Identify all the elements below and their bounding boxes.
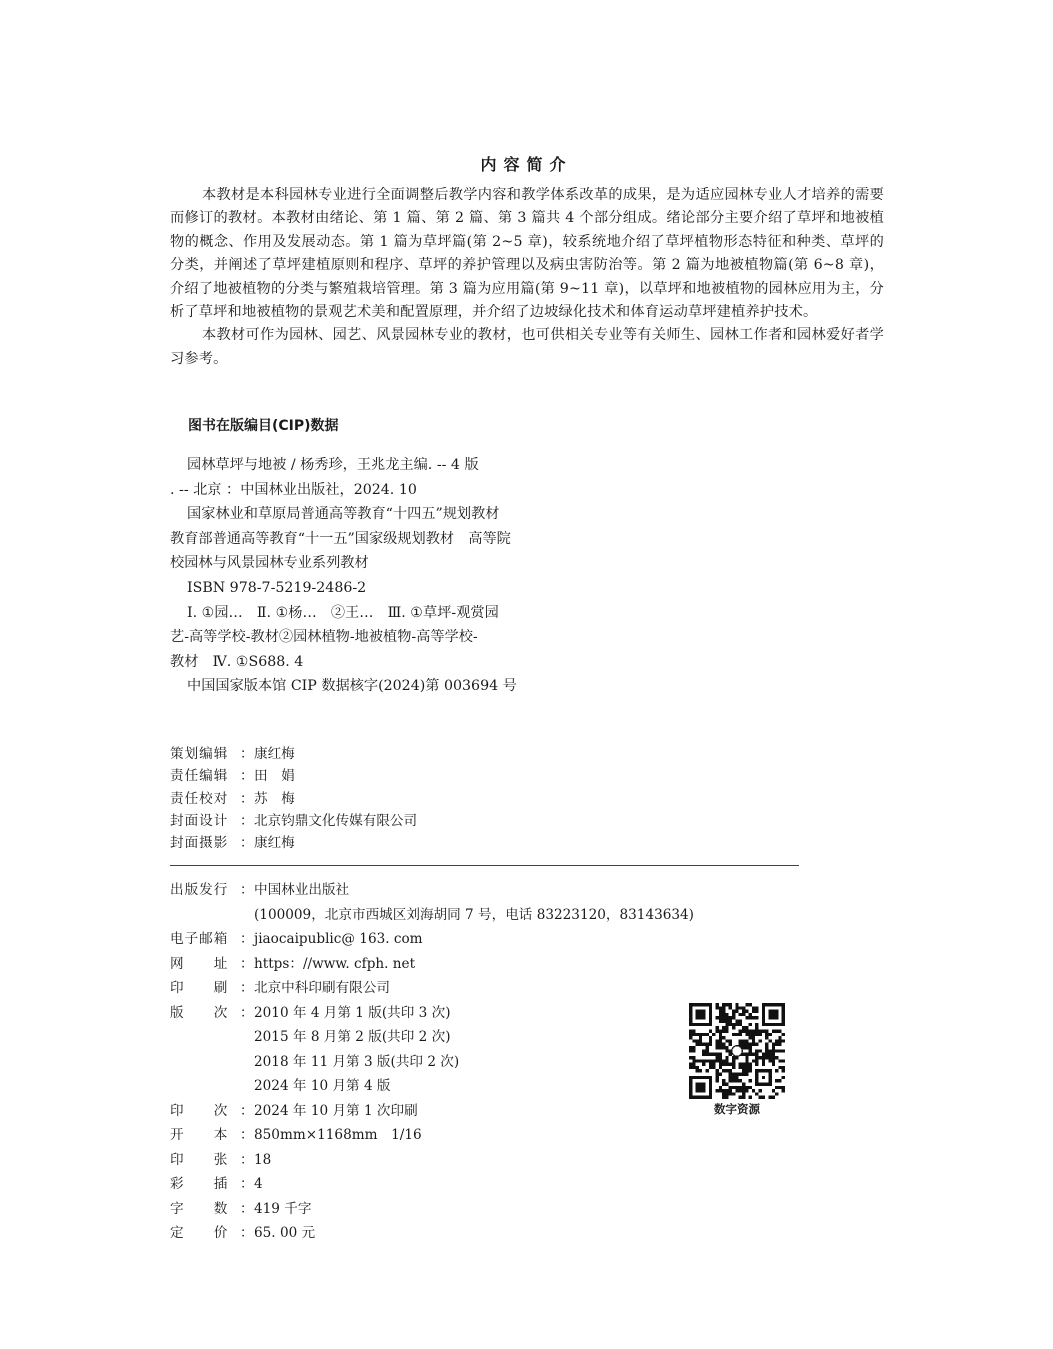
staff-row: 封面摄影 ：康红梅 [170,832,417,854]
sheets-value: 18 [254,1151,272,1168]
pub-row: 印 刷 ：北京中科印刷有限公司 [170,976,694,1001]
staff-label: 责任编辑 [170,768,229,785]
cip-line: 校园林与风景园林专业系列教材 [170,555,369,572]
pub-label: 开 本 [170,1127,229,1143]
publication-info [170,878,694,1246]
pub-label: 印 次 [170,1102,229,1119]
pub-label: 彩 插 [170,1176,229,1192]
printer-name: 北京中科印刷有限公司 [254,980,390,996]
pub-row: 印 次 ：2024 年 10 月第 1 次印刷 [170,1099,694,1124]
price-value: 65. 00 元 [254,1225,316,1241]
pub-row: 印 张 ：18 [170,1148,694,1173]
word-count-value: 419 千字 [254,1200,312,1217]
cip-line: 园林草坪与地被 / 杨秀珍，王兆龙主编. -- 4 版 [187,457,479,473]
pub-label: 版 次 [170,1004,229,1021]
intro-paragraph: 本教材可作为园林、园艺、风景园林专业的教材，也可供相关专业等有关师生、园林工作者和园林爱好者学习参考。 [170,327,884,367]
pub-label: 印 刷 [170,980,229,996]
format-value: 850mm×1168mm 1/16 [254,1127,422,1143]
pub-row: 字 数 ：419 千字 [170,1197,694,1222]
pub-label: 定 价 [170,1225,229,1241]
website-url: https：//www. cfph. net [254,955,416,972]
staff-value: 苏 梅 [254,790,295,807]
cip-line: 国家林业和草原局普通高等教育“十四五”规划教材 [187,506,500,523]
intro-text [170,184,884,371]
staff-credits [170,743,417,854]
edition-entry: 2015 年 8 月第 2 版(共印 2 次) [254,1029,451,1045]
staff-label: 封面设计 [170,812,229,829]
cip-line: 教材 Ⅳ. ①S688. 4 [170,653,304,670]
printing-value: 2024 年 10 月第 1 次印刷 [254,1102,418,1119]
publisher-address: (100009，北京市西城区刘海胡同 7 号，电话 83223120，83143634) [254,906,694,923]
pub-row: 版 次 ：2010 年 4 月第 1 版(共印 3 次) [170,1001,694,1026]
qr-code-block [689,1003,785,1117]
staff-value: 田 娟 [254,768,295,785]
staff-label: 策划编辑 [170,746,229,762]
pub-label: 字 数 [170,1200,229,1217]
pub-row: 网 址 ：https：//www. cfph. net [170,952,694,977]
cip-line: 教育部普通高等教育“十一五”国家级规划教材 高等院 [170,530,511,547]
pub-label: 出版发行 [170,882,229,898]
staff-value: 康红梅 [254,746,295,762]
cip-line: Ⅰ. ①园… Ⅱ. ①杨… ②王… Ⅲ. ①草坪-观赏园 [187,604,499,621]
publisher-name: 中国林业出版社 [254,882,350,898]
cip-heading: 图书在版编目(CIP)数据 [188,418,339,434]
plates-value: 4 [254,1176,263,1192]
cip-line: 艺-高等学校-教材②园林植物-地被植物-高等学校- [170,629,478,646]
email-address: jiaocaipublic@ 163. com [254,931,423,947]
pub-row: 出版发行 ：中国林业出版社 [170,878,694,903]
pub-label: 网 址 [170,955,229,972]
intro-paragraph: 本教材是本科园林专业进行全面调整后教学内容和教学体系改革的成果，是为适应园林专业人才培养的需要而修订的教材。本教材由绪论、第 1 篇、第 2 篇、第 3 篇共 4 个部分组成。绪论部分主要介绍了草坪和地被植物的概念、作用及发展动态。第 1 篇为草坪篇(第 2~5 章)，较系统地介绍了草坪植物形态特征和种类、草坪的分类，并阐述了草坪建植原则和程序、草坪的养护管理以及病虫害防治等。第 2 篇为地被植物篇(第 6~8 章)，介绍了地被植物的分类与繁殖栽培管理。第 3 篇为应用篇(第 9~11 章)，以草坪和地被植物的园林应用为主，分析了草坪和地被植物的景观艺术美和配置原理，并介绍了边坡绿化技术和体育运动草坪建植养护技术。 [170,187,884,321]
cip-line: 中国国家版本馆 CIP 数据核字(2024)第 003694 号 [187,678,517,695]
pub-label: 电子邮箱 [170,931,229,947]
cip-line: ISBN 978-7-5219-2486-2 [187,579,367,596]
staff-row: 责任校对 ：苏 梅 [170,788,417,810]
pub-row: 电子邮箱 ：jiaocaipublic@ 163. com [170,927,694,952]
pub-row: 彩 插 ：4 [170,1172,694,1197]
staff-label: 责任校对 [170,790,229,807]
qr-caption: 数字资源 [714,1102,760,1116]
staff-row: 责任编辑 ：田 娟 [170,765,417,787]
staff-value: 北京钧鼎文化传媒有限公司 [254,812,418,829]
pub-row: 定 价 ：65. 00 元 [170,1221,694,1246]
pub-label: 印 张 [170,1151,229,1168]
edition-entry: 2010 年 4 月第 1 版(共印 3 次) [254,1004,451,1021]
qr-code-icon[interactable] [689,1003,785,1099]
staff-row: 封面设计 ：北京钧鼎文化传媒有限公司 [170,810,417,832]
edition-entry: 2024 年 10 月第 4 版 [254,1078,391,1094]
staff-value: 康红梅 [254,835,295,852]
pub-row: 开 本 ：850mm×1168mm 1/16 [170,1123,694,1148]
cip-record [170,453,600,699]
cip-line: . -- 北京 ：中国林业出版社，2024. 10 [170,481,417,498]
section-divider [170,865,799,866]
edition-entry: 2018 年 11 月第 3 版(共印 2 次) [254,1053,460,1070]
intro-title: 内容简介 [480,155,573,174]
staff-row: 策划编辑 ：康红梅 [170,743,417,765]
staff-label: 封面摄影 [170,835,229,852]
